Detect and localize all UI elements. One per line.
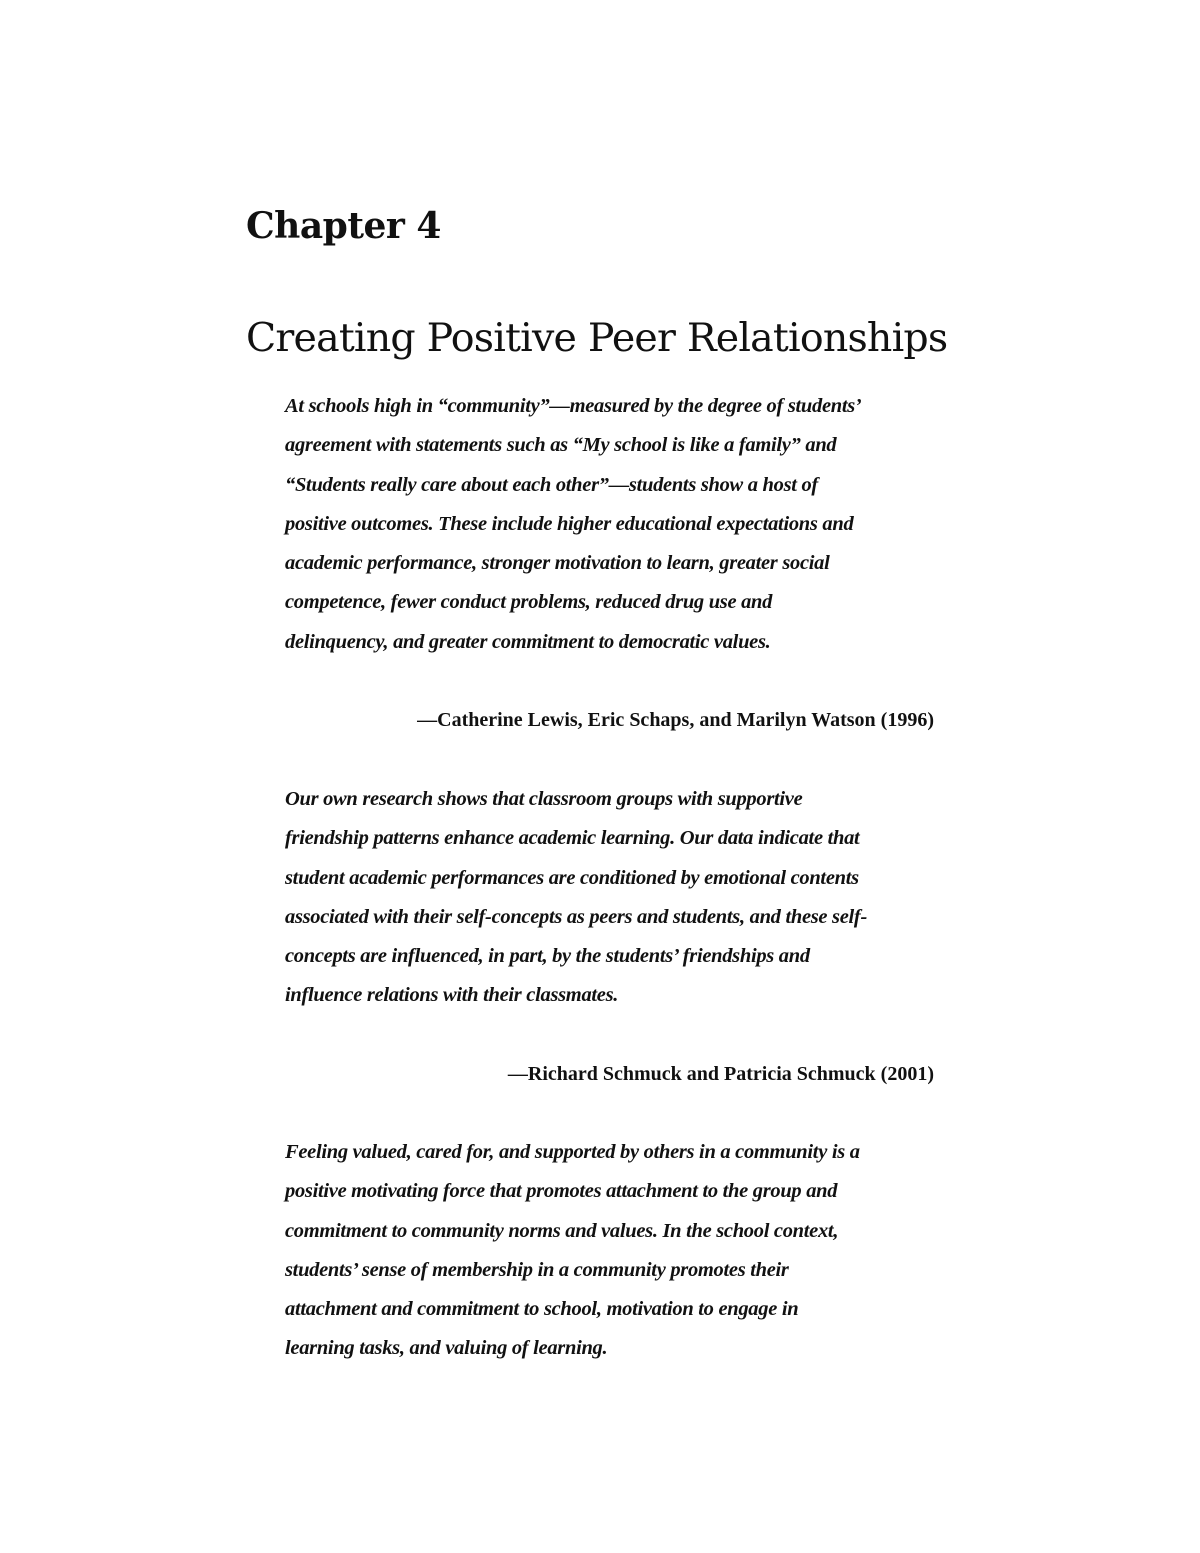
epigraph-line: positive motivating force that promotes attachment to the group and bbox=[285, 1180, 838, 1203]
epigraph-line: students’ sense of membership in a community promotes their bbox=[285, 1258, 789, 1281]
epigraph-line: learning tasks, and valuing of learning. bbox=[285, 1337, 608, 1360]
epigraph-2-attribution: —Richard Schmuck and Patricia Schmuck (2001) bbox=[507, 1063, 934, 1085]
epigraph-3 bbox=[285, 1133, 945, 1369]
epigraph-line: positive outcomes. These include higher educational expectations and bbox=[285, 512, 854, 535]
epigraph-line: associated with their self-concepts as peers and students, and these self- bbox=[285, 905, 867, 928]
epigraph-2 bbox=[285, 780, 945, 1016]
epigraph-line: “Students really care about each other”—students show a host of bbox=[285, 473, 818, 496]
epigraph-line: academic performance, stronger motivation to learn, greater social bbox=[285, 552, 830, 575]
epigraph-line: At schools high in “community”—measured by the degree of students’ bbox=[285, 395, 862, 417]
epigraph-1-attribution: —Catherine Lewis, Eric Schaps, and Marilyn Watson (1996) bbox=[417, 709, 934, 731]
epigraph-line: agreement with statements such as “My school is like a family” and bbox=[285, 434, 837, 457]
epigraph-line: competence, fewer conduct problems, reduced drug use and bbox=[285, 591, 773, 614]
epigraph-line: attachment and commitment to school, motivation to engage in bbox=[285, 1298, 799, 1321]
epigraph-line: friendship patterns enhance academic learning. Our data indicate that bbox=[285, 827, 860, 850]
epigraph-line: Our own research shows that classroom groups with supportive bbox=[285, 788, 803, 810]
epigraph-1 bbox=[285, 387, 945, 662]
chapter-title: Creating Positive Peer Relationships bbox=[246, 315, 948, 361]
epigraph-line: influence relations with their classmates. bbox=[285, 984, 619, 1007]
epigraph-line: delinquency, and greater commitment to democratic values. bbox=[285, 630, 771, 653]
epigraph-line: commitment to community norms and values. In the school context, bbox=[285, 1219, 839, 1242]
epigraph-line: Feeling valued, cared for, and supported by others in a community is a bbox=[285, 1141, 860, 1163]
epigraph-line: student academic performances are conditioned by emotional contents bbox=[285, 866, 859, 889]
epigraph-line: concepts are influenced, in part, by the students’ friendships and bbox=[285, 945, 810, 968]
chapter-label: Chapter 4 bbox=[246, 205, 441, 247]
